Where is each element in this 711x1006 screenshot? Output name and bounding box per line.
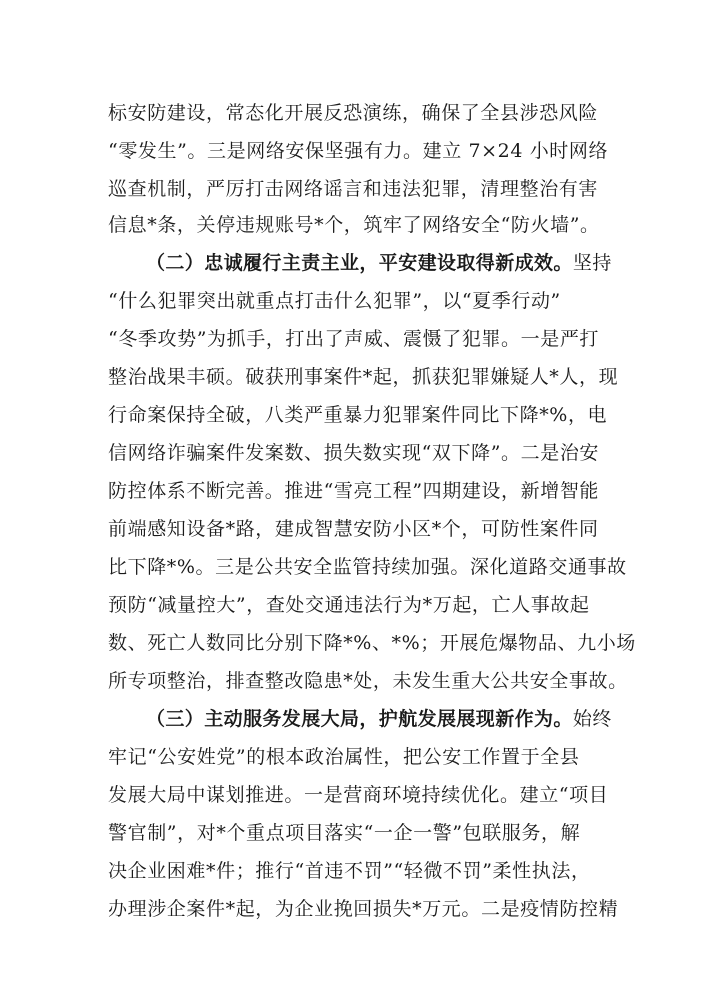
- paragraph-line: “什么犯罪突出就重点打击什么犯罪”，以“夏季行动”: [108, 290, 561, 312]
- paragraph-line: 警官制”，对*个重点项目落实“一企一警”包联服务，解: [108, 822, 581, 844]
- paragraph-line: “冬季攻势”为抓手，打出了声威、震慑了犯罪。一是严打: [108, 328, 600, 350]
- paragraph-line: 行命案保持全破，八类严重暴力犯罪案件同比下降*%，电: [108, 404, 608, 426]
- paragraph-text: 坚持: [572, 252, 613, 274]
- paragraph-line: 决企业困难*件；推行“首违不罚”“轻微不罚”柔性执法，: [108, 860, 591, 882]
- paragraph-line: 发展大局中谋划推进。一是营商环境持续优化。建立“项目: [108, 784, 609, 806]
- paragraph-line: 防控体系不断完善。推进“雪亮工程”四期建设，新增智能: [108, 480, 600, 502]
- paragraph-line: 信网络诈骗案件发案数、损失数实现“双下降”。二是治安: [108, 442, 600, 464]
- section-heading-line: [146, 251, 612, 275]
- paragraph-line: 数、死亡人数同比分别下降*%、*%；开展危爆物品、九小场: [108, 632, 636, 654]
- paragraph-line: 标安防建设，常态化开展反恐演练，确保了全县涉恐风险: [108, 102, 599, 124]
- paragraph-line: 所专项整治，排查整改隐患*处，未发生重大公共安全事故。: [108, 670, 628, 692]
- paragraph-line: 比下降*%。三是公共安全监管持续加强。深化道路交通事故: [108, 556, 627, 578]
- paragraph-line: 办理涉企案件*起，为企业挽回损失*万元。二是疫情防控精: [108, 898, 619, 920]
- paragraph-line: “零发生”。三是网络安保坚强有力。建立 7×24 小时网络: [108, 140, 609, 162]
- paragraph-line: 整治战果丰硕。破获刑事案件*起，抓获犯罪嫌疑人*人，现: [108, 366, 619, 388]
- paragraph-line: 牢记“公安姓党”的根本政治属性，把公安工作置于全县: [108, 746, 580, 768]
- paragraph-line: 预防“减量控大”，查处交通违法行为*万起，亡人事故起: [108, 594, 590, 616]
- section-heading: （三）主动服务发展大局，护航发展展现新作为。: [146, 708, 573, 730]
- section-heading-line: [146, 707, 612, 731]
- paragraph-line: 前端感知设备*路，建成智慧安防小区*个，可防性案件同: [108, 518, 599, 540]
- section-heading: （二）忠诚履行主责主业，平安建设取得新成效。: [146, 252, 573, 274]
- paragraph-text: 始终: [572, 708, 613, 730]
- paragraph-line: 信息*条，关停违规账号*个，筑牢了网络安全“防火墙”。: [108, 214, 600, 236]
- paragraph-line: 巡查机制，严厉打击网络谣言和违法犯罪，清理整治有害: [108, 178, 599, 200]
